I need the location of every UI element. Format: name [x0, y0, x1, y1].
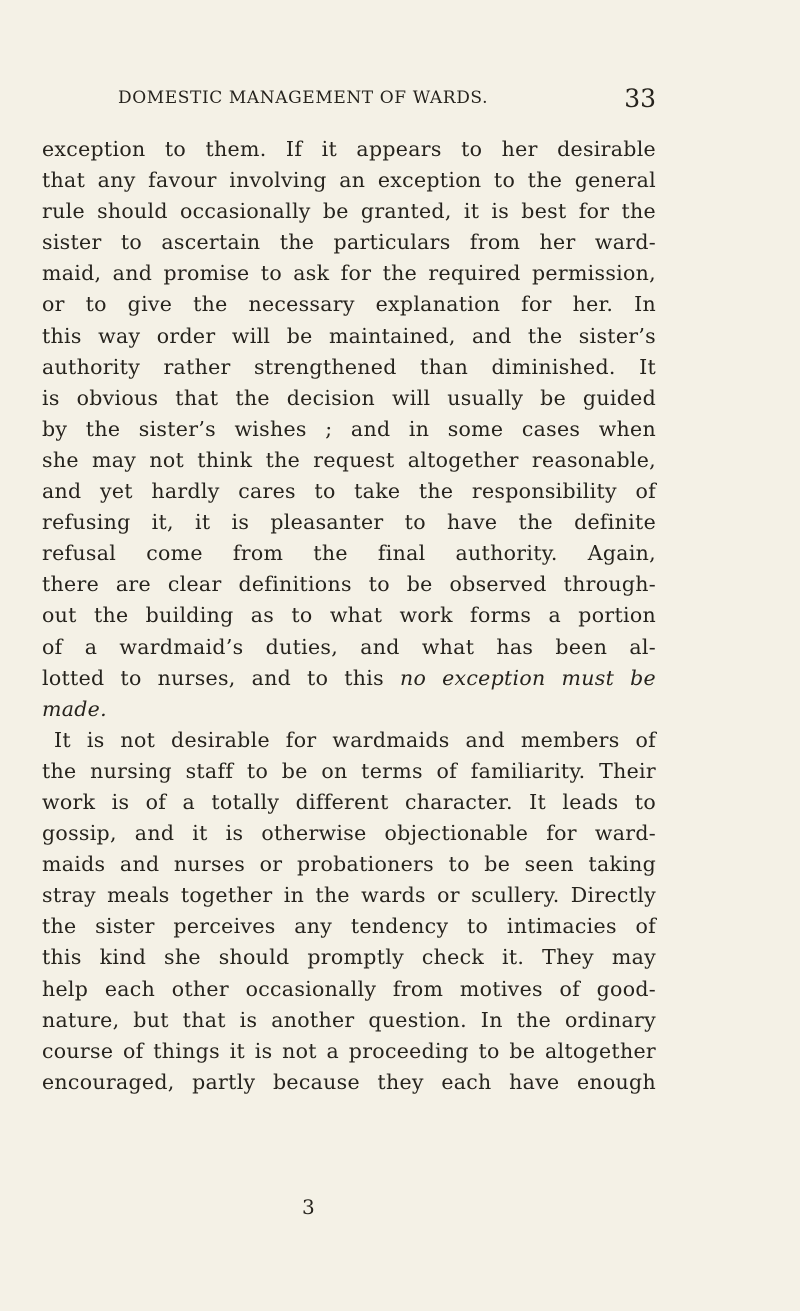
text-line-with-emphasis: [42, 663, 656, 694]
text-line: of a wardmaid’s duties, and what has been al-: [42, 634, 656, 659]
running-head: [118, 84, 656, 113]
text-line: that any favour involving an exception to the general: [42, 168, 656, 193]
body-text: [42, 134, 656, 1098]
text-line: stray meals together in the wards or scullery. Directly: [42, 883, 656, 908]
text-line: exception to them. If it appears to her desirable: [42, 137, 656, 161]
text-line: by the sister’s wishes ; and in some cases when: [42, 416, 656, 441]
page-number: 33: [624, 84, 656, 113]
emphasized-phrase: no exception must be: [399, 665, 656, 690]
text-line: gossip, and it is otherwise objectionable for ward-: [42, 821, 656, 846]
text-line: or to give the necessary explanation for her. In: [42, 292, 656, 317]
running-title: DOMESTIC MANAGEMENT OF WARDS.: [118, 88, 489, 108]
text-line: help each other occasionally from motives of good-: [42, 976, 656, 1001]
text-line: rule should occasionally be granted, it is best for the: [42, 199, 656, 224]
text-line: this kind she should promptly check it. They may: [42, 945, 656, 970]
text-line: sister to ascertain the particulars from her ward-: [42, 230, 656, 255]
paragraph-start-line: It is not desirable for wardmaids and members of: [54, 727, 656, 752]
signature-mark: 3: [302, 1195, 315, 1219]
text-line: is obvious that the decision will usually be guided: [42, 385, 656, 410]
text-line: she may not think the request altogether reasonable,: [42, 447, 656, 472]
text-line: authority rather strengthened than diminished. It: [42, 354, 656, 379]
text-line: the sister perceives any tendency to intimacies of: [42, 914, 656, 939]
line-text: lotted to nurses, and to this: [42, 665, 384, 690]
text-line: work is of a totally different character. It leads to: [42, 789, 656, 814]
text-line: encouraged, partly because they each have enough: [42, 1069, 656, 1094]
text-line-emphasized: made.: [42, 696, 107, 721]
text-line: and yet hardly cares to take the responsibility of: [42, 479, 656, 504]
text-line: this way order will be maintained, and the sister’s: [42, 323, 656, 348]
text-line: there are clear definitions to be observed through-: [42, 572, 656, 597]
text-line: the nursing staff to be on terms of familiarity. Their: [42, 758, 656, 783]
text-line: refusal come from the final authority. Again,: [42, 541, 656, 566]
text-line: maid, and promise to ask for the required permission,: [42, 261, 656, 286]
text-line: maids and nurses or probationers to be seen taking: [42, 852, 656, 877]
text-line: course of things it is not a proceeding to be altogether: [42, 1038, 656, 1063]
text-line: out the building as to what work forms a portion: [42, 603, 656, 628]
text-line: refusing it, it is pleasanter to have the definite: [42, 510, 656, 535]
text-line: nature, but that is another question. In the ordinary: [42, 1007, 656, 1032]
